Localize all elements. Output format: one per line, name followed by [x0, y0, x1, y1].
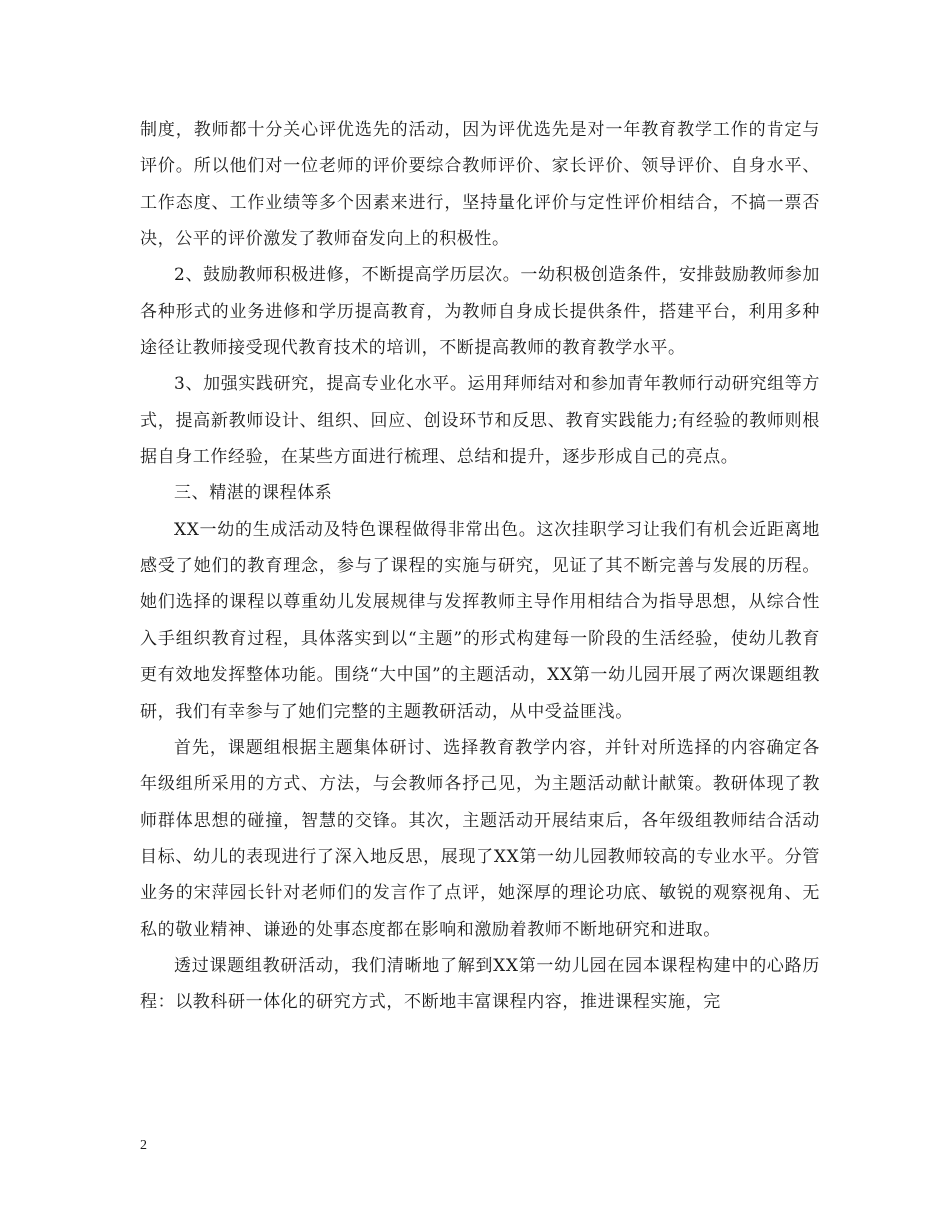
section-heading: 三、精湛的课程体系: [174, 483, 333, 504]
paragraph-first: 首先，课题组根据主题集体研讨、选择教育教学内容，并针对所选择的内容确定各年级组所采用的方式、方法，与会教师各抒己见，为主题活动献计献策。教研体现了教师群体思想的碰撞，智慧的交锋。其次，主题活动开展结束后，各年级组教师结合活动目标、幼儿的表现进行了深入地反思，展现了XX第一幼儿园教师较高的专业水平。分管业务的宋萍园长针对老师们的发言作了点评，她深厚的理论功底、敏锐的观察视角、无私的敬业精神、谦逊的处事态度都在影响和激励着教师不断地研究和进取。: [140, 737, 820, 940]
page-number: 2: [140, 1138, 147, 1153]
paragraph-research: 透过课题组教研活动，我们清晰地了解到XX第一幼儿园在园本课程构建中的心路历程：以教科研一体化的研究方式，不断地丰富课程内容，推进课程实施，完: [140, 955, 820, 1013]
paragraph-continuation: 制度，教师都十分关心评优选先的活动，因为评优选先是对一年教育教学工作的肯定与评价。所以他们对一位老师的评价要综合教师评价、家长评价、领导评价、自身水平、工作态度、工作业绩等多个因素来进行，坚持量化评价与定性评价相结合，不搞一票否决，公平的评价激发了教师奋发向上的积极性。: [140, 120, 820, 250]
paragraph-curriculum: XX一幼的生成活动及特色课程做得非常出色。这次挂职学习让我们有机会近距离地感受了她们的教育理念，参与了课程的实施与研究，见证了其不断完善与发展的历程。她们选择的课程以尊重幼儿发展规律与发挥教师主导作用相结合为指导思想，从综合性入手组织教育过程，具体落实到以“主题”的形式构建每一阶段的生活经验，使幼儿教育更有效地发挥整体功能。围绕“大中国”的主题活动，XX第一幼儿园开展了两次课题组教研，我们有幸参与了她们完整的主题教研活动，从中受益匪浅。: [140, 519, 820, 722]
paragraph-item-3: 3、加强实践研究，提高专业化水平。运用拜师结对和参加青年教师行动研究组等方式，提高新教师设计、组织、回应、创设环节和反思、教育实践能力;有经验的教师则根据自身工作经验，在某些方面进行梳理、总结和提升，逐步形成自己的亮点。: [140, 374, 820, 468]
paragraph-item-2: 2、鼓励教师积极进修，不断提高学历层次。一幼积极创造条件，安排鼓励教师参加各种形式的业务进修和学历提高教育，为教师自身成长提供条件，搭建平台，利用多种途径让教师接受现代教育技术的培训，不断提高教师的教育教学水平。: [140, 265, 820, 359]
document-body: [140, 112, 820, 1021]
